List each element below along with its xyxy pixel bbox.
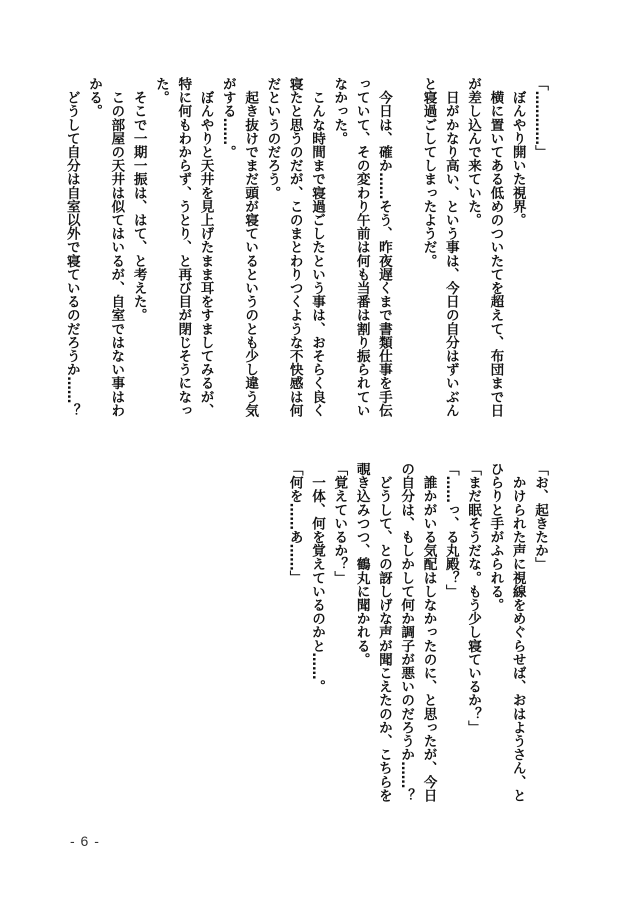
text-line: 今日は、確か……そう、昨夜遅くまで書類仕事を手伝: [375, 77, 392, 417]
text-line: [395, 77, 417, 477]
text-line: 「…………」: [532, 77, 548, 159]
text-line: こんな時間まで寝過ごしたという事は、おそらく良く: [309, 77, 326, 417]
text-line: 寝たと思うのだが、このまとわりつくような不快感は何: [286, 77, 303, 417]
text-line: 覗き込みつつ、鶴丸に聞かれる。: [353, 462, 370, 666]
text-line: 「覚えているか？」: [331, 462, 348, 585]
text-line: かけられた声に視線をめぐらせば、おはようさん、と: [509, 462, 526, 802]
text-line: た。: [152, 77, 169, 105]
text-line: なかった。: [331, 77, 348, 145]
page-number: - 6 -: [70, 833, 100, 849]
text-line: 日がかなり高い、という事は、今日の自分はずいぶん: [442, 77, 459, 417]
text-line: 「……っ、る丸殿？」: [442, 462, 459, 598]
text-line: ぼんやり開いた視界。: [509, 77, 526, 227]
text-line: が差し込んで来ていた。: [465, 77, 482, 227]
text-line: 「お、起きたか」: [532, 462, 548, 571]
text-line: ひらりと手がふられる。: [487, 462, 504, 612]
text-line: どうして自分は自室以外で寝ているのだろうか……？: [63, 77, 80, 417]
text-line: の自分は、もしかして何か調子が悪いのだろうか……？: [398, 462, 415, 802]
text-line: と寝過ごしてしまったようだ。: [420, 77, 437, 268]
lower-text-block: [286, 462, 551, 847]
text-line: この部屋の天井は似てはいるが、自室ではない事はわ: [108, 77, 125, 417]
text-line: がする……。: [219, 77, 236, 159]
text-line: 「まだ眠そうだな。もう少し寝ているか？」: [465, 462, 482, 734]
text-line: ぼんやりと天井を見上げたまま耳をすましてみるが、: [197, 77, 214, 417]
text-line: そこで一期一振は、はて、と考えた。: [130, 77, 147, 322]
text-line: 横に置いてある低めのついたてを超えて、布団まで日: [487, 77, 504, 417]
text-line: 「何を……あ……」: [286, 462, 303, 585]
text-line: っていて、その変わり午前は何も当番は割り振られてい: [353, 77, 370, 417]
text-line: だというのだろう。: [264, 77, 281, 200]
upper-text-block: [63, 77, 551, 477]
text-line: 誰かがいる気配はしなかったのに、と思ったが、今日: [420, 462, 437, 802]
text-line: どうして、との訝しげな声が聞こえたのか、こちらを: [375, 462, 392, 802]
text-line: 一体、何を覚えているのかと……。: [309, 462, 326, 694]
text-line: 起き抜けでまだ頭が寝ているというのとも少し違う気: [242, 77, 259, 417]
text-line: 特に何もわからず、うとり、と再び目が閉じそうになっ: [175, 77, 192, 417]
text-line: かる。: [86, 77, 103, 118]
